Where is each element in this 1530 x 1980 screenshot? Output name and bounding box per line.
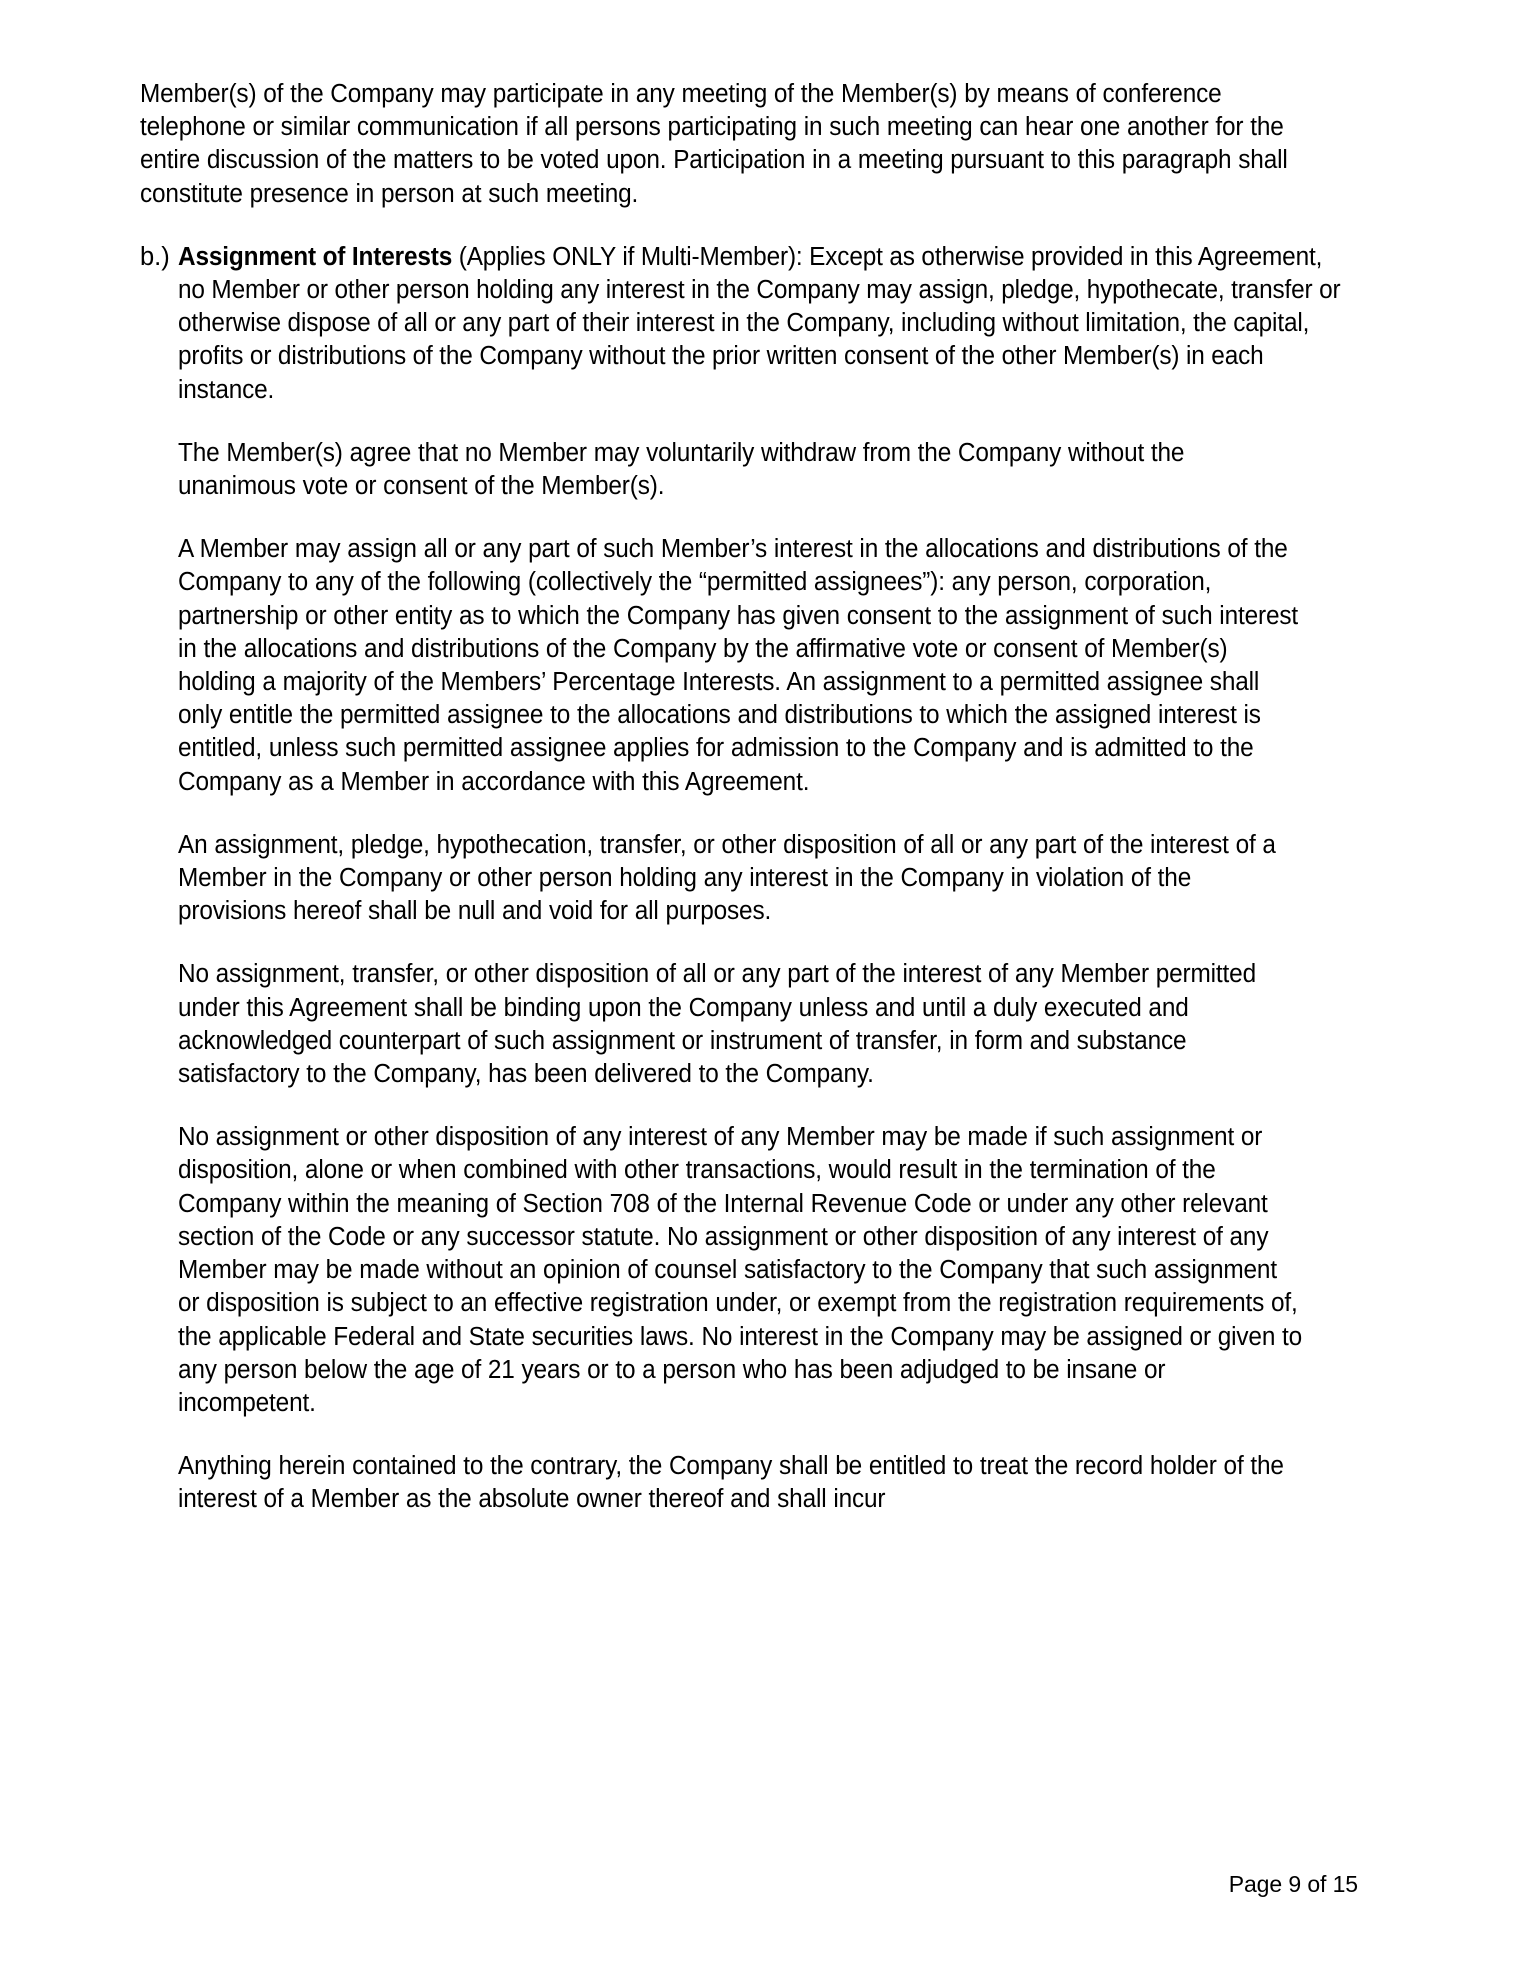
- clause-b-item: [140, 241, 1396, 407]
- clause-b-body: (Applies ONLY if Multi-Member): Except as otherwise provided in this Agreement, no Member or other person holding any interest in the Company may assign, pledge, hypothecate, transfer or otherwise dispose of all or any part of their interest in the Company, including without limitation, the capital, profits or distributions of the Company without the prior written consent of the other Member(s) in each instance.: [178, 242, 1341, 404]
- paragraph-binding-requirements: No assignment, transfer, or other disposition of all or any part of the interest of any Member permitted under this Agreement shall be binding upon the Company unless and until a duly executed and acknowledged counterpart of such assignment or instrument of transfer, in form and substance satisfactory to the Company, has been delivered to the Company.: [178, 960, 1256, 1089]
- clause-b-marker: b.): [140, 242, 170, 271]
- paragraph-meeting-participation: Member(s) of the Company may participate in any meeting of the Member(s) by means of conference telephone or similar communication if all persons participating in such meeting can hear one another for the entire discussion of the matters to be voted upon. Participation in a meeting pursuant to this paragraph shall constitute presence in person at such meeting.: [140, 80, 1288, 208]
- paragraph-violation-null-and-void: An assignment, pledge, hypothecation, transfer, or other disposition of all or any part of the interest of a Member in the Company or other person holding any interest in the Company in violation of the provisions hereof shall be null and void for all purposes.: [178, 830, 1276, 926]
- page-number-footer: Page 9 of 15: [1228, 1871, 1358, 1897]
- paragraph-permitted-assignees: A Member may assign all or any part of such Member’s interest in the allocations and distributions of the Company to any of the following (collectively the “permitted assignees”): any person, corporation, partnership or other entity as to which the Company has given consent to the assignment of such interest in the allocations and distributions of the Company by the affirmative vote or consent of Member(s) holding a majority of the Members’ Percentage Interests. An assignment to a permitted assignee shall only entitle the permitted assignee to the allocations and distributions to which the assigned interest is entitled, unless such permitted assignee applies for admission to the Company and is admitted to the Company as a Member in accordance with this Agreement.: [178, 535, 1299, 796]
- paragraph-no-voluntary-withdrawal: The Member(s) agree that no Member may voluntarily withdraw from the Company without the unanimous vote or consent of the Member(s).: [178, 438, 1185, 501]
- document-body: [140, 78, 1365, 1547]
- clause-b-heading: Assignment of Interests: [178, 242, 459, 271]
- clause-b-text: [178, 241, 1341, 407]
- paragraph-section-708-and-securities: No assignment or other disposition of any interest of any Member may be made if such assignment or disposition, alone or when combined with other transactions, would result in the termination of the Company within the meaning of Section 708 of the Internal Revenue Code or under any other relevant section of the Code or any successor statute. No assignment or other disposition of any interest of any Member may be made without an opinion of counsel satisfactory to the Company that such assignment or disposition is subject to an effective registration under, or exempt from the registration requirements of, the applicable Federal and State securities laws. No interest in the Company may be assigned or given to any person below the age of 21 years or to a person who has been adjudged to be insane or incompetent.: [178, 1123, 1303, 1417]
- paragraph-record-holder-absolute-owner: Anything herein contained to the contrary, the Company shall be entitled to treat the record holder of the interest of a Member as the absolute owner thereof and shall incur: [178, 1452, 1284, 1514]
